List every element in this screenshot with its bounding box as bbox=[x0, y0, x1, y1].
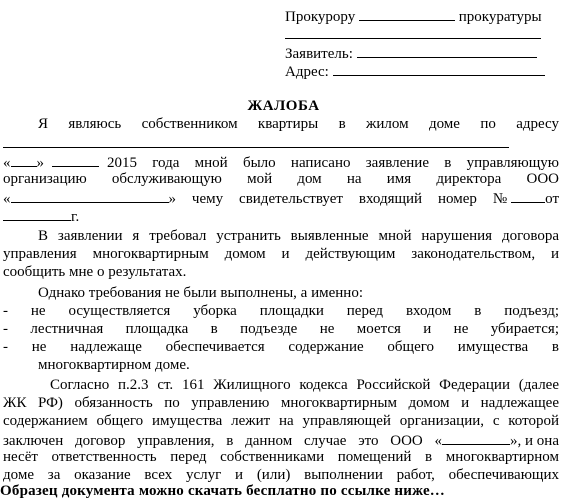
header-applicant-line bbox=[285, 43, 537, 63]
date-blank bbox=[3, 206, 71, 221]
prosecutor-prefix: Прокурору bbox=[285, 9, 356, 25]
body-line-5-text: » чему свидетельствует входящий номер № bbox=[168, 191, 508, 207]
prosecutor-suffix: прокуратуры bbox=[458, 9, 542, 25]
body-line-6 bbox=[3, 206, 79, 226]
p4-line-3: содержанием общего имущества лежит на управляющей организации, с которой bbox=[3, 413, 559, 429]
header-address-line bbox=[285, 61, 545, 81]
month-blank bbox=[52, 152, 99, 167]
p2-line-2: управления многоквартирным домом и действующим законодательством, и bbox=[3, 246, 559, 262]
document-title: ЖАЛОБА bbox=[247, 98, 320, 114]
company-name-blank bbox=[442, 430, 510, 445]
address-blank bbox=[333, 61, 545, 76]
body-line-3-text: 2015 года мной было написано заявление в управляющую bbox=[107, 155, 559, 171]
list-item-2: - лестничная площадка в подъезде не моется и не убирается; bbox=[3, 321, 559, 337]
body-line-4: организацию обслуживающую мой дом на имя директора ООО bbox=[3, 171, 559, 187]
from-label: от bbox=[545, 191, 559, 207]
list-item-1: - не осуществляется уборка площадки перед входом в подъезд; bbox=[3, 303, 559, 319]
year-suffix: г. bbox=[71, 209, 80, 225]
day-blank bbox=[11, 152, 37, 167]
p4-line-6: доме за оказание всех услуг и (или) выполнении работ, обеспечивающих bbox=[3, 467, 559, 483]
download-notice[interactable]: Образец документа можно скачать бесплатно по ссылке ниже… bbox=[0, 483, 446, 499]
p4-line-1: Согласно п.2.3 ст. 161 Жилищного кодекса Российской Федерации (далее bbox=[50, 377, 559, 393]
p4-line-4 bbox=[3, 430, 559, 450]
body-line-1: Я являюсь собственником квартиры в жилом доме по адресу bbox=[38, 116, 559, 132]
company-blank bbox=[11, 188, 169, 203]
p4-line-4-end: », и она bbox=[510, 433, 559, 449]
address-blank-line bbox=[3, 147, 509, 148]
quote-open: « bbox=[3, 155, 11, 171]
prosecutor-blank bbox=[359, 6, 455, 21]
list-item-3: - не надлежаще обеспечивается содержание общего имущества в bbox=[3, 339, 559, 355]
list-item-3-cont: многоквартирном доме. bbox=[38, 357, 190, 373]
p4-line-4-text: заключен договор управления, в данном случае это ООО « bbox=[3, 433, 443, 449]
p2-line-1: В заявлении я требовал устранить выявленные мной нарушения договора bbox=[38, 228, 559, 244]
body-line-3 bbox=[3, 152, 559, 172]
header-blank-line bbox=[285, 38, 541, 39]
p3-line-1: Однако требования не были выполнены, а именно: bbox=[38, 285, 363, 301]
header-prosecutor-line bbox=[285, 6, 542, 26]
quote-open: « bbox=[3, 191, 11, 207]
quote-close: » bbox=[36, 155, 44, 171]
address-label: Адрес: bbox=[285, 64, 329, 80]
p4-line-5: несёт ответственность перед собственниками помещений в многоквартирном bbox=[3, 449, 559, 465]
p2-line-3: сообщить мне о результатах. bbox=[3, 264, 187, 280]
body-line-5 bbox=[3, 188, 559, 208]
applicant-label: Заявитель: bbox=[285, 46, 353, 62]
incoming-number-blank bbox=[511, 188, 545, 203]
p4-line-2: ЖК РФ) обязанность по управлению многоквартирным домом и надлежащее bbox=[3, 395, 559, 411]
applicant-blank bbox=[357, 43, 537, 58]
